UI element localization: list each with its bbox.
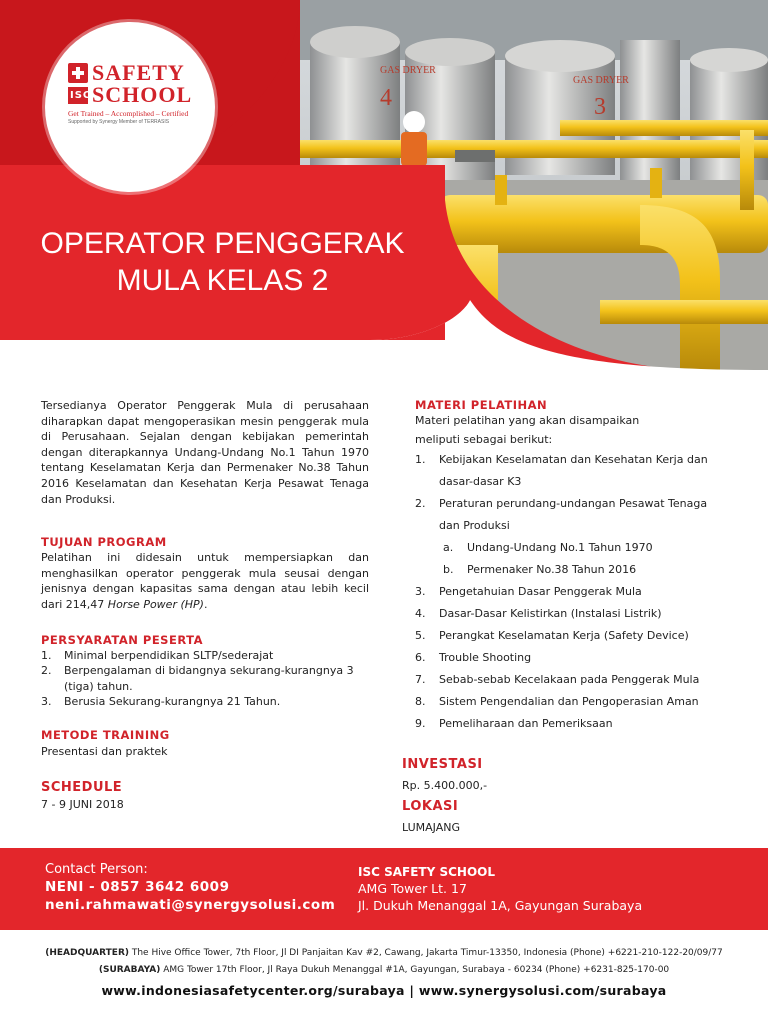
hq-address: (HEADQUARTER) The Hive Office Tower, 7th Floor, Jl DI Panjaitan Kav #2, Cawang, Jakarta Timur-13350, Indonesia (Phone) +6221-210-122-20/09/77 — [45, 948, 723, 958]
list-item: 9. Pemeliharaan dan Pemeriksaan — [415, 717, 613, 731]
list-item: 4. Dasar-Dasar Kelistirkan (Instalasi Listrik) — [415, 607, 662, 621]
left-column — [41, 398, 369, 812]
intro-paragraph: Tersedianya Operator Penggerak Mula di perusahaan diharapkan dapat mengoperasikan mesin penggerak mula di Perusahaan. Sejalan dengan kebijakan pemerintah dengan diterapkannya Undang-Undang No.1 Tahun 1970 tentang Keselamatan Kerja dan Permenaker No.38 Tahun 2016 Keselamatan dan Kesehatan Kerja Pesawat Tenaga dan Produksi. — [41, 399, 369, 506]
investasi-block — [402, 757, 732, 835]
logo-isc-text: ISC — [68, 87, 88, 104]
list-item: a. Undang-Undang No.1 Tahun 1970 — [443, 541, 653, 555]
hp-term: Horse Power (HP) — [107, 597, 204, 611]
persyaratan-list — [41, 648, 369, 710]
tujuan-text: Pelatihan ini didesain untuk mempersiapkan dan menghasilkan operator penggerak mula seusai dengan jenisnya dengan kapasitas sama dengan atau lebih kecil dari 214,47 Horse Power (HP). — [41, 551, 369, 611]
company-address-2: Jl. Dukuh Menanggal 1A, Gayungan Surabaya — [358, 898, 643, 913]
tujuan-heading: TUJUAN PROGRAM — [41, 535, 167, 550]
tank-label-right: GAS DRYER — [573, 75, 629, 86]
materi-sublist — [415, 537, 735, 581]
title-line-1: OPERATOR PENGGERAK — [40, 227, 405, 260]
logo-supported: Supported by Synergy Member of TERRASIS — [68, 119, 170, 125]
tank-number-right: 3 — [594, 94, 606, 120]
metode-text: Presentasi dan praktek — [41, 744, 168, 758]
company-info — [358, 864, 642, 914]
schedule-heading: SCHEDULE — [41, 779, 123, 795]
list-item: 3. Pengetahuian Dasar Penggerak Mula — [415, 585, 642, 599]
investasi-text: Rp. 5.400.000,- — [402, 779, 488, 792]
materi-heading: MATERI PELATIHAN — [415, 398, 548, 412]
persyaratan-heading: PERSYARATAN PESERTA — [41, 632, 204, 647]
materi-intro-2: meliputi sebagai berikut: — [415, 432, 553, 446]
schedule-text: 7 - 9 JUNI 2018 — [41, 797, 124, 811]
logo-school-text: SCHOOL — [92, 82, 193, 107]
list-item: 5. Perangkat Keselamatan Kerja (Safety Device) — [415, 629, 689, 643]
list-item: b. Permenaker No.38 Tahun 2016 — [443, 563, 637, 577]
materi-list — [415, 449, 735, 537]
website-links[interactable]: www.indonesiasafetycenter.org/surabaya | www.synergysolusi.com/surabaya — [101, 983, 667, 998]
tank-number-left: 4 — [380, 85, 392, 111]
list-item-cont: dasar-dasar K3 — [439, 475, 522, 489]
list-item: 8. Sistem Pengendalian dan Pengoperasian Aman — [415, 695, 699, 709]
right-column — [415, 398, 735, 735]
contact-person — [45, 862, 335, 914]
list-item: 1. Minimal berpendidikan SLTP/sederajat — [41, 648, 274, 662]
logo-tagline: Get Trained – Accomplished – Certified — [68, 109, 189, 118]
white-curve — [0, 300, 768, 370]
logo-safety-text: SAFETY — [92, 60, 185, 85]
list-item: 2. Berpengalaman di bidangnya sekurang-kurangnya 3 (tiga) tahun. — [41, 664, 354, 693]
list-item: 3. Berusia Sekurang-kurangnya 21 Tahun. — [41, 695, 281, 709]
red-cross-icon — [68, 63, 88, 83]
list-item: 7. Sebab-sebab Kecelakaan pada Penggerak Mula — [415, 673, 700, 687]
list-item: 1. Kebijakan Keselamatan dan Kesehatan Kerja dan — [415, 453, 708, 467]
materi-list-2 — [415, 581, 735, 735]
contact-name-phone: NENI - 0857 3642 6009 — [45, 879, 230, 895]
list-item: 6. Trouble Shooting — [415, 651, 532, 665]
lokasi-heading: LOKASI — [402, 798, 459, 814]
surabaya-address: (SURABAYA) AMG Tower 17th Floor, Jl Raya Dukuh Menanggal #1A, Gayungan, Surabaya - 60234 (Phone) +6231-825-170-00 — [98, 965, 670, 975]
list-item-cont: dan Produksi — [439, 519, 510, 533]
company-name: ISC SAFETY SCHOOL — [358, 865, 496, 879]
title-line-2: MULA KELAS 2 — [116, 264, 329, 297]
lokasi-text: LUMAJANG — [402, 820, 460, 834]
investasi-heading: INVESTASI — [402, 757, 483, 772]
materi-intro-1: Materi pelatihan yang akan disampaikan — [415, 414, 640, 427]
contact-email[interactable]: neni.rahmawati@synergysolusi.com — [45, 897, 336, 913]
contact-label: Contact Person: — [45, 862, 148, 877]
list-item: 2. Peraturan perundang-undangan Pesawat Tenaga — [415, 497, 708, 511]
company-address-1: AMG Tower Lt. 17 — [358, 881, 467, 896]
metode-heading: METODE TRAINING — [41, 727, 170, 742]
page-title — [0, 225, 445, 299]
header-banner — [0, 0, 768, 370]
logo — [68, 62, 208, 125]
tank-label-left: GAS DRYER — [380, 65, 436, 76]
